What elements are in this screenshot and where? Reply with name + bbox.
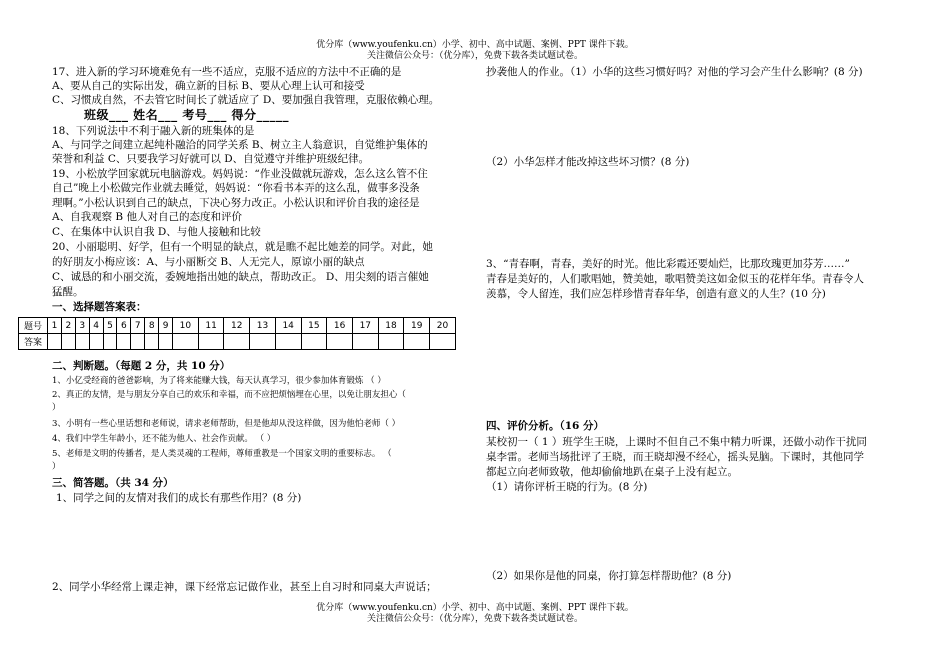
question-number-cell: 18 (378, 318, 404, 334)
q18-options-line-1: A、与同学之间建立起纯朴融洽的同学关系 B、树立主人翁意识，自觉维护集体的 (52, 139, 428, 151)
q20-stem-line-1: 20、小丽聪明、好学，但有一个明显的缺点，就是瞧不起比她差的同学。对此，她 (52, 241, 433, 253)
judge-item-1: 1、小亿受经商的爸爸影响，为了将来能赚大钱，每天认真学习，很少参加体育锻炼 （ ） (52, 376, 386, 386)
evaluation-q1: （1）请你评析王晓的行为。(8 分) (486, 481, 648, 493)
q17-options-cd: C、习惯成自然，不去管它时间长了就适应了 D、要加强自我管理，克服依赖心理。 (52, 94, 440, 106)
answer-cell[interactable] (173, 334, 199, 350)
judge-section-title: 二、判断题。（每题 2 分，共 10 分） (52, 360, 231, 372)
answer-cell[interactable] (224, 334, 250, 350)
question-number-cell: 10 (173, 318, 199, 334)
answer-cell[interactable] (378, 334, 404, 350)
question-number-cell: 2 (61, 318, 75, 334)
answer-cell[interactable] (250, 334, 276, 350)
q20-stem-line-4: 猛醒。 (52, 286, 84, 298)
q17-options-ab: A、要从自己的实际出发，确立新的目标 B、要从心理上认可和接受 (52, 80, 365, 92)
question-number-cell: 6 (117, 318, 131, 334)
question-number-cell: 1 (48, 318, 62, 334)
question-number-cell: 19 (404, 318, 430, 334)
short-answer-q2-stem: 2、同学小华经常上课走神，课下经常忘记做作业，甚至上自习时和同桌大声说话； (52, 581, 437, 593)
short-answer-q3-line-3: 羡慕，令人留连，我们应怎样珍惜青春年华，创造有意义的人生？(10 分) (486, 288, 826, 300)
question-number-cell: 14 (275, 318, 301, 334)
judge-item-2-line-2: ） (52, 403, 61, 413)
short-answer-q1: 1、同学之间的友情对我们的成长有那些作用？(8 分) (56, 492, 302, 504)
answer-cell[interactable] (103, 334, 117, 350)
answer-cell[interactable] (145, 334, 159, 350)
short-answer-q2-part2: （2）小华怎样才能改掉这些坏习惯？(8 分) (486, 156, 690, 168)
question-number-cell: 17 (352, 318, 378, 334)
answer-cell[interactable] (48, 334, 62, 350)
mc-answer-table-title: 一、选择题答案表： (52, 301, 147, 313)
answer-cell[interactable] (198, 334, 224, 350)
evaluation-passage-line-2: 桌李雷。老师当场批评了王晓，而王晓却漫不经心，摇头晃脑。下课时，其他同学 (486, 451, 864, 463)
answer-cell[interactable] (159, 334, 173, 350)
question-number-cell: 12 (224, 318, 250, 334)
table-row-label: 答案 (19, 334, 48, 350)
q19-options-cd: C、在集体中认识自我 D、与他人接触和比较 (52, 226, 261, 238)
table-row-label: 题号 (19, 318, 48, 334)
answer-cell[interactable] (404, 334, 430, 350)
evaluation-passage-line-3: 都起立向老师致敬，他却偷偷地趴在桌子上没有起立。 (486, 466, 738, 478)
q17-stem: 17、进入新的学习环境难免有一些不适应，克服不适应的方法中不正确的是 (52, 66, 402, 78)
evaluation-passage-line-1: 某校初一（ 1 ）班学生王晓，上课时不但自己不集中精力听课，还做小动作干扰同 (486, 436, 867, 448)
question-number-cell: 4 (89, 318, 103, 334)
judge-item-5-line-2: ） (52, 462, 61, 472)
page-header (0, 40, 950, 62)
answer-cell[interactable] (75, 334, 89, 350)
answer-cell[interactable] (275, 334, 301, 350)
header-line-1: 优分库（www.youfenku.cn）小学、初中、高中试题、案例、PPT 课件下载。 (316, 40, 634, 50)
header-line-2: 关注微信公众号：（优分库），免费下载各类试题试卷。 (366, 51, 583, 61)
answer-cell[interactable] (301, 334, 327, 350)
student-info-line: 班级___ 姓名___ 考号___ 得分_____ (84, 108, 290, 122)
mc-answer-table (18, 317, 456, 350)
q20-stem-line-3: C、诚恳的和小丽交流，委婉地指出她的缺点，帮助改正。 D、用尖刻的语言催她 (52, 271, 429, 283)
question-number-cell: 11 (198, 318, 224, 334)
q19-options-ab: A、自我观察 B 他人对自己的态度和评价 (52, 211, 242, 223)
answer-cell[interactable] (430, 334, 456, 350)
q20-stem-line-2: 的好朋友小梅应该：A、与小丽断交 B、人无完人，原谅小丽的缺点 (52, 256, 365, 268)
question-number-cell: 9 (159, 318, 173, 334)
table-row-numbers (19, 318, 456, 334)
answer-cell[interactable] (131, 334, 145, 350)
short-answer-q2-continued: 抄袭他人的作业。（1）小华的这些习惯好吗？对他的学习会产生什么影响？(8 分) (486, 66, 863, 78)
question-number-cell: 3 (75, 318, 89, 334)
short-answer-q3-line-1: 3、“青春啊，青春，美好的时光。他比彩霞还要灿烂，比那玫瑰更加芬芳……” (486, 258, 850, 270)
answer-cell[interactable] (61, 334, 75, 350)
question-number-cell: 8 (145, 318, 159, 334)
footer-line-1: 优分库（www.youfenku.cn）小学、初中、高中试题、案例、PPT 课件下载。 (316, 603, 634, 613)
judge-item-2-line-1: 2、真正的友情，是与朋友分享自己的欢乐和幸福，而不应把烦恼埋在心里，以免让朋友担心（ (52, 390, 406, 400)
question-number-cell: 7 (131, 318, 145, 334)
q19-stem-line-1: 19、小松放学回家就玩电脑游戏。妈妈说：“作业没做就玩游戏，怎么这么管不住 (52, 168, 428, 180)
answer-cell[interactable] (89, 334, 103, 350)
q19-stem-line-2: 自己”晚上小松做完作业就去睡觉，妈妈说：“你看书本弄的这么乱，做事多没条 (52, 182, 420, 194)
answer-cell[interactable] (327, 334, 353, 350)
q19-stem-line-3: 理啊。”小松认识到自己的缺点，下决心努力改正。小松认识和评价自我的途径是 (52, 197, 420, 209)
q18-stem: 18、下列说法中不利于融入新的班集体的是 (52, 125, 255, 137)
judge-item-3: 3、小明有一些心里话想和老师说，请求老师帮助，但是他却从没这样做，因为他怕老师（ ） (52, 419, 401, 429)
question-number-cell: 5 (103, 318, 117, 334)
question-number-cell: 20 (430, 318, 456, 334)
footer-line-2: 关注微信公众号：（优分库），免费下载各类试题试卷。 (366, 614, 583, 624)
short-answer-q3-line-2: 青春是美好的，人们歌唱她，赞美她，歌唱赞美这如金似玉的花样年华。青春令人 (486, 273, 864, 285)
judge-item-4: 4、我们中学生年龄小，还不能为他人、社会作贡献。 （ ） (52, 434, 276, 444)
answer-cell[interactable] (117, 334, 131, 350)
question-number-cell: 13 (250, 318, 276, 334)
question-number-cell: 15 (301, 318, 327, 334)
answer-cell[interactable] (352, 334, 378, 350)
evaluation-section-title: 四、评价分析。（16 分） (486, 420, 605, 432)
short-answer-section-title: 三、简答题。（共 34 分） (52, 477, 174, 489)
page-footer (0, 603, 950, 625)
question-number-cell: 16 (327, 318, 353, 334)
table-row-answers (19, 334, 456, 350)
q18-options-line-2: 荣誉和利益 C、只要我学习好就可以 D、自觉遵守并维护班级纪律。 (52, 153, 370, 165)
evaluation-q2: （2）如果你是他的同桌，你打算怎样帮助他？(8 分) (486, 570, 732, 582)
judge-item-5-line-1: 5、老师是文明的传播者，是人类灵魂的工程师，尊师重教是一个国家文明的重要标志。 （ (52, 449, 392, 459)
